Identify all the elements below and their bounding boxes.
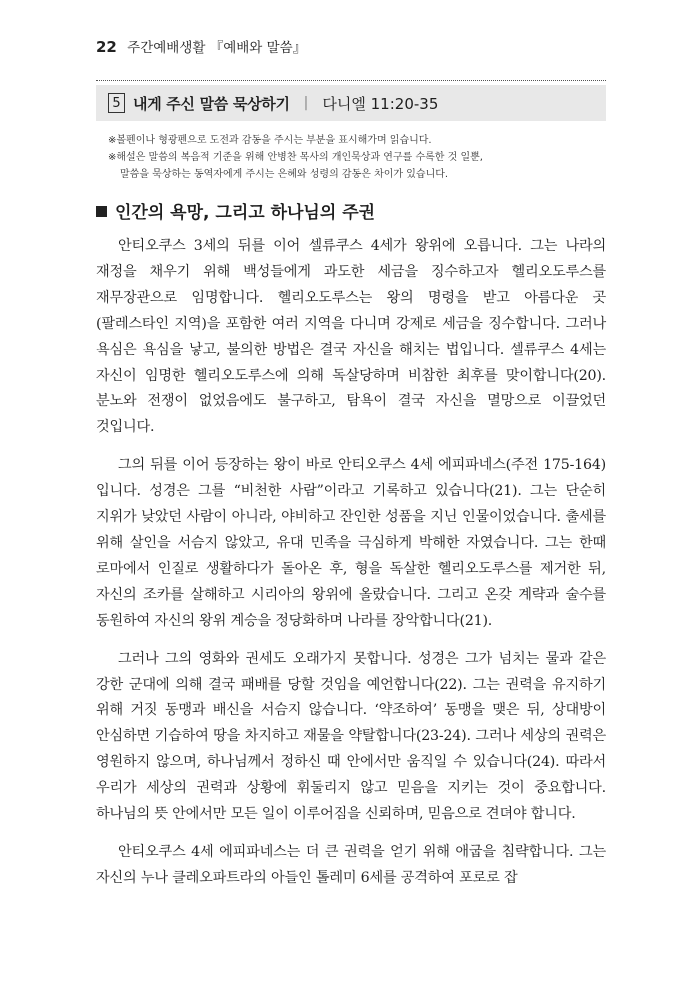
banner-title: 내게 주신 말씀 묵상하기 [133, 94, 290, 113]
body-text [96, 234, 606, 904]
paragraph: 그의 뒤를 이어 등장하는 왕이 바로 안티오쿠스 4세 에피파네스(주전 175-164)입니다. 성경은 그를 “비천한 사람”이라고 기록하고 있습니다(21). 그는 단순히 지위가 낮았던 사람이 아니라, 야비하고 잔인한 성품을 지닌 인물이었습니다. 출세를 위해 살인을 서슴지 않았고, 유대 민족을 극심하게 박해한 자였습니다. 그는 한때 로마에서 인질로 생활하다가 돌아온 후, 형을 독살한 헬리오도루스를 제거한 뒤, 자신의 조카를 살해하고 시리아의 왕위에 올랐습니다. 그리고 온갖 계략과 술수를 동원하여 자신의 왕위 계승을 정당화하며 나라를 장악합니다(21). [96, 457, 606, 629]
scripture-reference: 다니엘 11:20-35 [322, 94, 439, 113]
note-line: ※볼펜이나 형광펜으로 도전과 감동을 주시는 부분을 표시해가며 읽습니다. [108, 135, 432, 146]
note-line: 말씀을 묵상하는 동역자에게 주시는 은혜와 성령의 감동은 차이가 있습니다. [120, 169, 449, 180]
section-heading [96, 198, 375, 223]
running-header [96, 36, 306, 56]
reading-notes [108, 132, 608, 183]
running-title: 주간예배생활 『예배와 말씀』 [127, 40, 307, 56]
paragraph: 안티오쿠스 4세 에피파네스는 더 큰 권력을 얻기 위해 애굽을 침략합니다. 그는 자신의 누나 클레오파트라의 아들인 톨레미 6세를 공격하여 포로로 잡 [96, 843, 606, 886]
page-number: 22 [96, 38, 117, 56]
paragraph: 안티오쿠스 3세의 뒤를 이어 셀류쿠스 4세가 왕위에 오릅니다. 그는 나라의 재정을 채우기 위해 백성들에게 과도한 세금을 징수하고자 헬리오도루스를 재무장관으로 임명합니다. 헬리오도루스는 왕의 명령을 받고 아름다운 곳(팔레스타인 지역)을 포함한 여러 지역을 다니며 강제로 세금을 징수합니다. 그러나 욕심은 욕심을 낳고, 불의한 방법은 결국 자신을 해치는 법입니다. 셀류쿠스 4세는 자신이 임명한 헬리오도루스에 의해 독살당하며 비참한 최후를 맞이합니다(20). 분노와 전쟁이 없었음에도 불구하고, 탐욕이 결국 자신을 멸망으로 이끌었던 것입니다. [96, 238, 606, 436]
paragraph: 그러나 그의 영화와 권세도 오래가지 못합니다. 성경은 그가 넘치는 물과 같은 강한 군대에 의해 결국 패배를 당할 것임을 예언합니다(22). 그는 권력을 유지하기 위해 거짓 동맹과 배신을 서슴지 않습니다. ‘약조하여’ 동맹을 맺은 뒤, 상대방이 안심하면 기습하여 땅을 차지하고 재물을 약탈합니다(23-24). 그러나 세상의 권력은 영원하지 않으며, 하나님께서 정하신 때 안에서만 움직일 수 있습니다(24). 따라서 우리가 세상의 권력과 상황에 휘둘리지 않고 믿음을 지키는 것이 중요합니다. 하나님의 뜻 안에서만 모든 일이 이루어짐을 신뢰하며, 믿음으로 견뎌야 합니다. [96, 650, 606, 823]
step-number-badge: 5 [108, 93, 125, 113]
dotted-divider [96, 80, 606, 81]
note-line: ※해설은 말씀의 복음적 기준을 위해 안병찬 목사의 개인묵상과 연구를 수록한 것 일뿐, [108, 152, 483, 163]
section-banner [96, 85, 606, 121]
banner-separator: | [303, 95, 309, 111]
square-bullet-icon [96, 206, 107, 217]
section-heading-text: 인간의 욕망, 그리고 하나님의 주권 [115, 203, 376, 223]
